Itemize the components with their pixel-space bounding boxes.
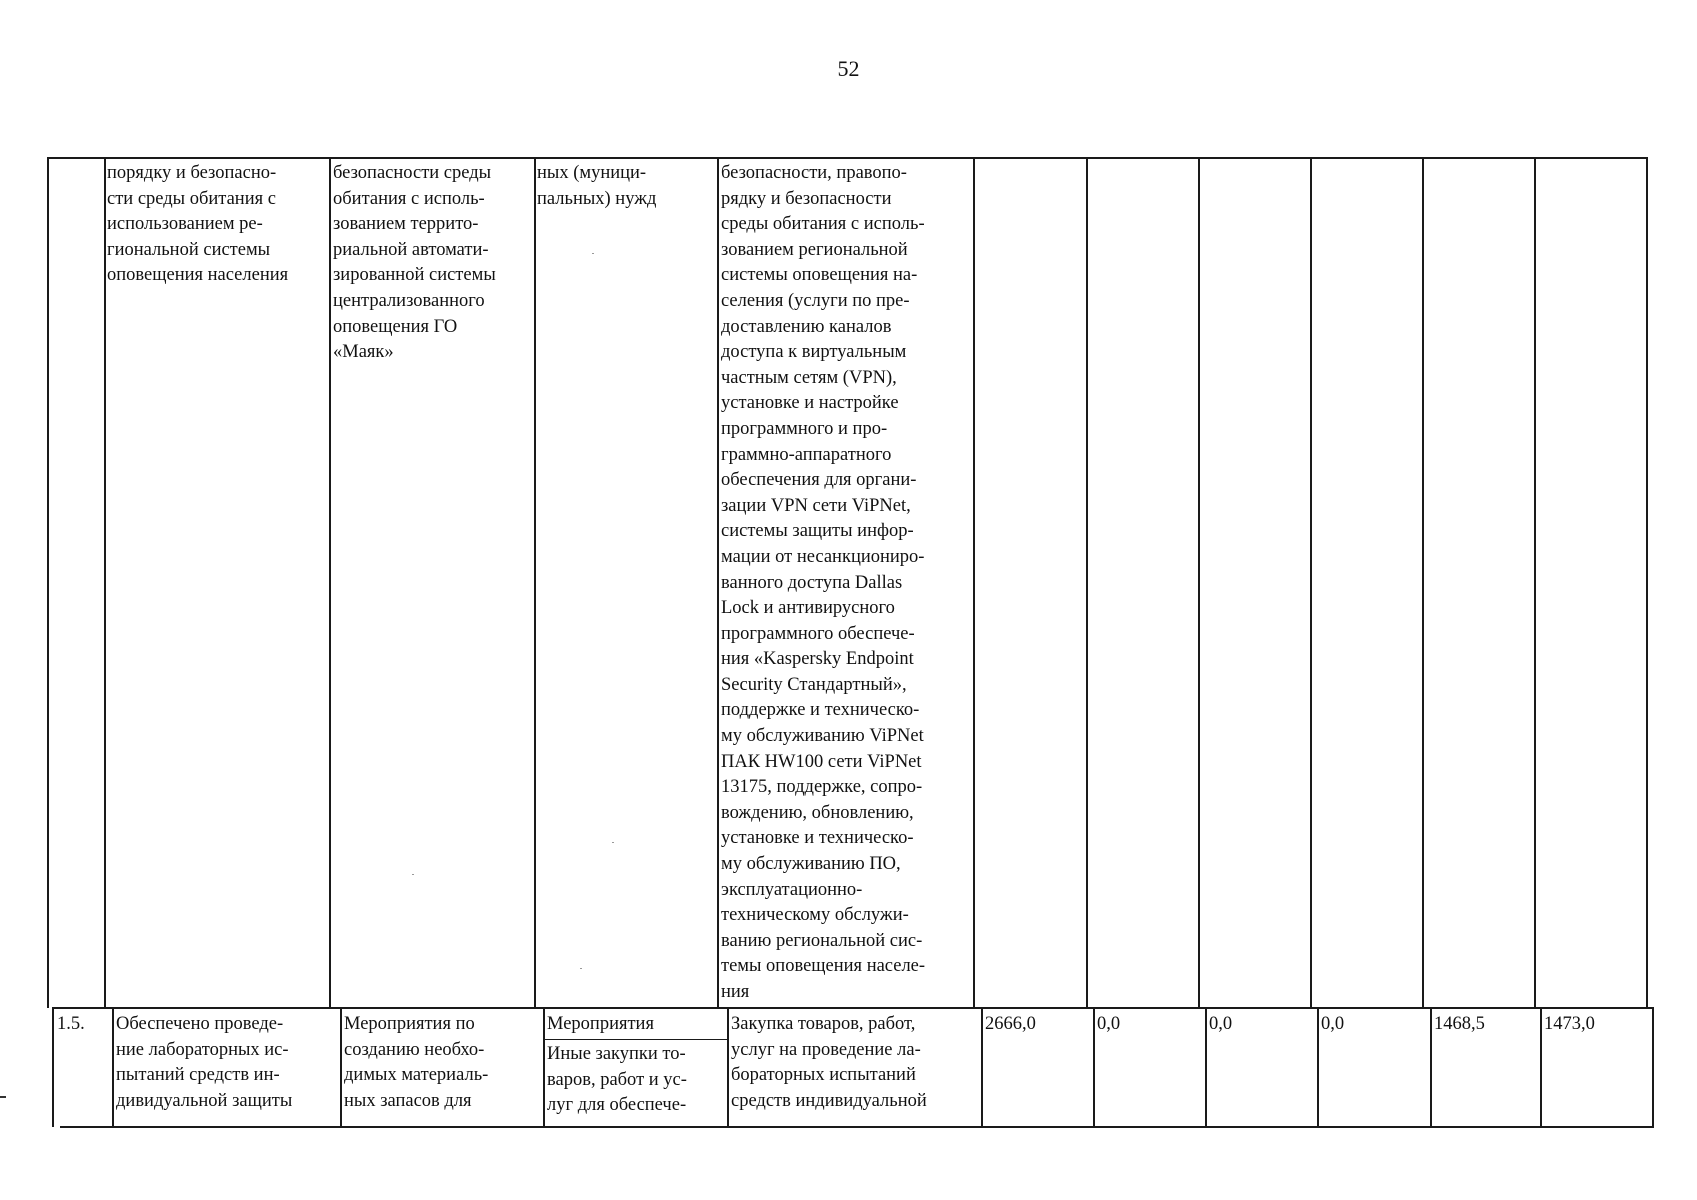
cell-result: Обеспечено проведе- ние лабораторных ис- пытаний средств ин- дивидуальной защиты xyxy=(116,1014,293,1111)
scan-speck xyxy=(412,874,414,875)
cell-value: 2666,0 xyxy=(985,1014,1036,1034)
col-border xyxy=(1310,157,1312,1008)
cell-value: 0,0 xyxy=(1209,1014,1233,1034)
row-divider xyxy=(52,1007,1652,1009)
col-border xyxy=(112,1007,114,1127)
col-border xyxy=(1093,1007,1095,1127)
col-border xyxy=(543,1007,545,1127)
col-border xyxy=(1646,157,1648,1008)
col-border xyxy=(1652,1007,1654,1127)
cell-type-header: Мероприятия xyxy=(547,1014,654,1034)
col-border xyxy=(1205,1007,1207,1127)
col-border xyxy=(104,157,106,1008)
col-border xyxy=(981,1007,983,1127)
table-top-border xyxy=(47,157,1648,159)
col-border xyxy=(340,1007,342,1127)
cell-value: 0,0 xyxy=(1097,1014,1121,1034)
col-border xyxy=(1317,1007,1319,1127)
col-border xyxy=(1540,1007,1542,1127)
col-border xyxy=(1534,157,1536,1008)
col-border xyxy=(534,157,536,1008)
col-border xyxy=(717,157,719,1008)
scan-margin-mark xyxy=(0,1096,6,1098)
col-border xyxy=(329,157,331,1008)
cell-row-number: 1.5. xyxy=(57,1014,85,1034)
cell-description: Закупка товаров, работ, услуг на проведение ла- бораторных испытаний средств индивидуальной xyxy=(731,1014,927,1111)
col-border xyxy=(1198,157,1200,1008)
cell-description: безопасности, правопо- рядку и безопасности среды обитания с исполь- зованием региональной системы оповещения на- селения (услуги по пре- доставлению каналов доступа к виртуальным частным сетям (VPN), установке и настройке программного и про- граммно-аппаратного обеспечения для органи- зации VPN сети ViPNet, системы защиты инфор- мации от несанкциониро- ванного доступа Dallas Lock и антивирусного программного обеспече- ния «Kaspersky Endpoint Security Стандартный», поддержке и техническо- му обслуживанию ViPNet ПАК HW100 сети ViPNet 13175, поддержке, сопро- вождению, обновлению, установке и техническо- му обслуживанию ПО, эксплуатационно- техническому обслужи- ванию региональной сис- темы оповещения населе- ния xyxy=(721,163,926,1002)
cell-value: 1473,0 xyxy=(1544,1014,1595,1034)
type-header-divider xyxy=(544,1039,728,1040)
page-number: 52 xyxy=(837,56,860,81)
col-border xyxy=(973,157,975,1008)
scan-speck xyxy=(612,842,614,843)
scan-speck xyxy=(592,253,594,254)
cell-value: 0,0 xyxy=(1321,1014,1345,1034)
col-border xyxy=(1086,157,1088,1008)
col-border xyxy=(727,1007,729,1127)
cell-expense-type: ных (муници- пальных) нужд xyxy=(537,163,657,209)
cell-expense-type: Иные закупки то- варов, работ и ус- луг для обеспече- xyxy=(547,1044,687,1116)
cell-activity: безопасности среды обитания с исполь- зованием террито- риальной автомати- зированной системы централизованного оповещения ГО «Маяк» xyxy=(333,163,496,363)
col-border xyxy=(1422,157,1424,1008)
cell-activity: Мероприятия по созданию необхо- димых материаль- ных запасов для xyxy=(344,1014,489,1111)
cell-value: 1468,5 xyxy=(1434,1014,1485,1034)
scan-speck xyxy=(580,968,582,969)
col-border xyxy=(47,157,49,1008)
col-border xyxy=(52,1007,54,1127)
cell-result: порядку и безопасно- сти среды обитания с использованием ре- гиональной системы оповещения населения xyxy=(107,163,289,286)
col-border xyxy=(1430,1007,1432,1127)
table-bottom-border xyxy=(60,1126,1654,1128)
